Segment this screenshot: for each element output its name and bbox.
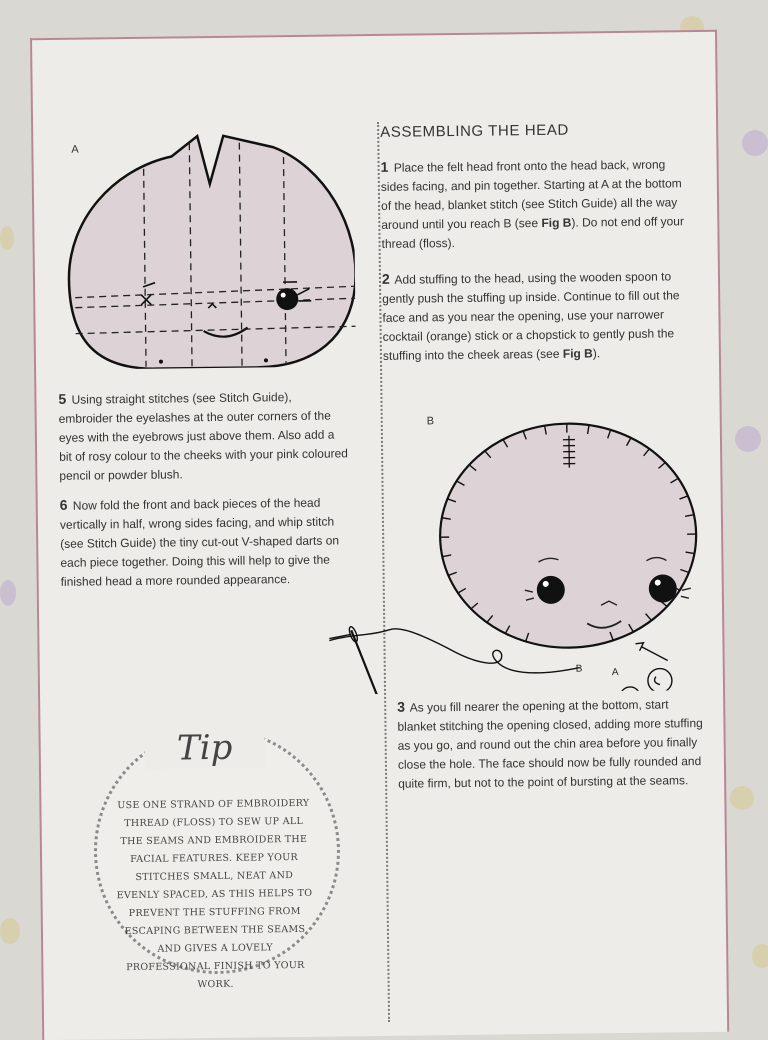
- marker-b: B: [576, 663, 583, 674]
- marker-a: A: [612, 667, 619, 678]
- figure-b-stitched-head: [286, 390, 710, 695]
- step-5: 5 Using straight stitches (see Stitch Guide), embroider the eyelashes at the outer corners of the eyes with the eyebrows just above them. Also add a bit of rosy colour to the cheeks with your pink coloured pencil or powder blush.: [58, 386, 349, 486]
- fig-a-label: A: [71, 144, 78, 156]
- background-dot: [0, 580, 16, 606]
- background-dot: [742, 130, 768, 156]
- head-outline: [439, 422, 698, 649]
- book-page: [30, 30, 729, 1040]
- step-number: 3: [397, 699, 405, 715]
- step-number: 6: [60, 497, 68, 513]
- step-number: 5: [58, 391, 66, 407]
- background-dot: [735, 426, 761, 452]
- background-dot: [752, 944, 768, 968]
- step-1: 1 Place the felt head front onto the head back, wrong sides facing, and pin together. Starting at A at the bottom of the head, blanket stitch (see Stitch Guide) all the way around until you reach B (see Fig B). Do not end off your thread (floss).: [381, 154, 692, 254]
- step-number: 1: [381, 159, 389, 175]
- tip-title: Tip: [144, 727, 264, 768]
- step-6: 6 Now fold the front and back pieces of the head vertically in half, wrong sides facing, and whip stitch (see Stitch Guide) the tiny cut-out V-shaped darts on each piece together. Doing this will help to give the finished head a more rounded appearance.: [60, 492, 351, 592]
- figure-a-head-front: [63, 116, 356, 370]
- background-dot: [0, 226, 14, 250]
- step-2: 2 Add stuffing to the head, using the wooden spoon to gently push the stuffing up inside. Continue to fill out the face and as you near the opening, use your narrower cocktail (orange) stick or a chopstick to gently push the stuffing into the cheek areas (see Fig B).: [382, 266, 693, 366]
- eyelashes-right: [681, 588, 691, 598]
- step-number: 2: [382, 271, 390, 287]
- step-3: 3 As you fill nearer the opening at the bottom, start blanket stitching the opening closed, adding more stuffing as you go, and round out the chin area before you finally close the hole. The face should now be fully rounded and quite firm, but not to the point of bursting at the seams.: [397, 694, 704, 794]
- tip-text: USE ONE STRAND OF EMBROIDERY THREAD (FLOSS) TO SEW UP ALL THE SEAMS AND EMBROIDER THE FACIAL FEATURES. KEEP YOUR STITCHES SMALL, NEAT AND EVENLY SPACED, AS THIS HELPS TO PREVENT THE STUFFING FROM ESCAPING BETWEEN THE SEAMS AND GIVES A LOVELY PROFESSIONAL FINISH TO YOUR WORK.: [115, 795, 313, 995]
- section-heading: ASSEMBLING THE HEAD: [380, 120, 700, 141]
- background-dot: [0, 918, 20, 944]
- background-dot: [730, 786, 754, 810]
- needle-icon: [348, 625, 389, 695]
- fig-b-label: B: [427, 415, 434, 427]
- thread-loops: [619, 642, 672, 695]
